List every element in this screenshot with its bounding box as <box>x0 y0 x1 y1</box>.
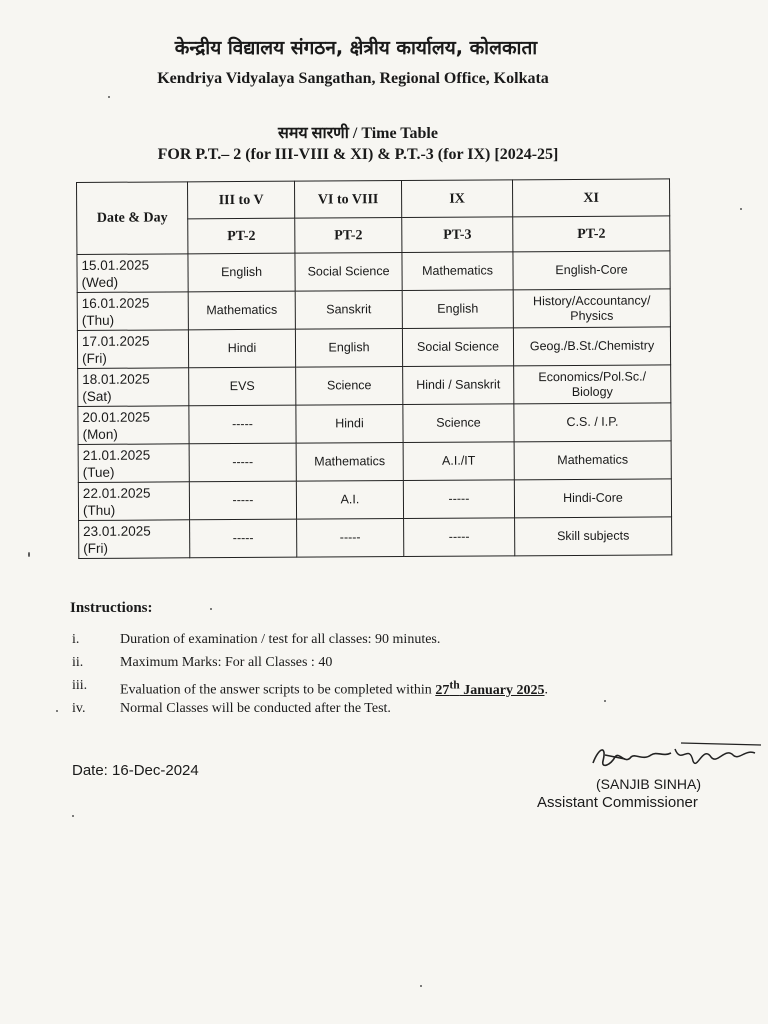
item-number: iii. <box>72 678 88 693</box>
english-title: Kendriya Vidyalaya Sangathan, Regional Office, Kolkata <box>157 70 549 87</box>
signature-scribble <box>585 735 765 780</box>
table-cell: Social Science <box>402 328 513 367</box>
table-cell: C.S. / I.P. <box>514 403 671 442</box>
signatory-designation: Assistant Commissioner <box>537 794 698 811</box>
item-number: i. <box>72 632 80 647</box>
date-text: 23.01.2025 <box>83 523 151 539</box>
date-text: 17.01.2025 <box>81 333 150 349</box>
list-item <box>72 701 672 724</box>
evaluation-deadline <box>435 678 545 698</box>
list-item <box>72 632 672 655</box>
table-row <box>78 403 671 445</box>
table-cell: A.I. <box>296 481 403 520</box>
day-text: (Wed) <box>81 274 119 290</box>
item-number: ii. <box>72 655 84 670</box>
sub-column-header: PT-3 <box>402 217 513 253</box>
item-text-end: . <box>544 682 548 698</box>
table-row <box>78 365 671 407</box>
table-row <box>77 289 670 331</box>
date-cell <box>77 292 188 331</box>
day-text: (Thu) <box>81 312 115 328</box>
day-text: (Thu) <box>82 502 116 518</box>
paper-speck <box>28 552 30 557</box>
paper-speck <box>420 985 422 987</box>
date-cell <box>78 482 189 521</box>
date-cell <box>78 444 189 483</box>
signatory-name: (SANJIB SINHA) <box>596 776 702 792</box>
table-cell: Hindi <box>296 405 403 444</box>
deadline-month-year: January 2025 <box>459 682 545 698</box>
column-header: IX <box>401 180 512 218</box>
table-cell: ----- <box>189 481 296 520</box>
table-cell: English <box>188 253 295 292</box>
table-cell: ----- <box>190 519 297 558</box>
day-text: (Fri) <box>82 350 107 366</box>
item-text: Normal Classes will be conducted after the Test. <box>120 701 391 716</box>
date-text: 21.01.2025 <box>82 447 151 463</box>
deadline-suffix: th <box>449 678 460 691</box>
item-text-lead: Evaluation of the answer scripts to be completed within <box>120 682 436 698</box>
table-cell: EVS <box>189 367 296 406</box>
table-cell: ----- <box>403 480 514 519</box>
table-cell: Skill subjects <box>515 517 672 556</box>
table-cell: Mathematics <box>402 252 513 291</box>
timetable-table <box>76 178 672 559</box>
paper-speck <box>604 700 606 702</box>
table-cell: ----- <box>297 519 404 558</box>
date-cell <box>79 520 190 559</box>
date-text: 22.01.2025 <box>82 485 151 501</box>
table-cell: Hindi <box>188 329 295 368</box>
column-header: III to V <box>188 181 295 219</box>
date-text: 18.01.2025 <box>82 371 150 387</box>
table-row <box>77 251 670 293</box>
hindi-title: केन्द्रीय विद्यालय संगठन, क्षेत्रीय कार्यालय, कोलकाता <box>174 37 538 59</box>
table-cell: English-Core <box>513 251 670 290</box>
sub-column-header: PT-2 <box>513 216 670 252</box>
day-text: (Tue) <box>82 464 115 480</box>
table-cell: English <box>402 290 513 329</box>
timetable-wrapper <box>76 178 672 559</box>
list-item <box>72 678 672 701</box>
column-header: VI to VIII <box>294 181 401 219</box>
item-number: iv. <box>72 701 86 716</box>
table-header-row <box>77 179 670 220</box>
table-cell: History/Accountancy/ Physics <box>513 289 670 328</box>
item-text: Duration of examination / test for all classes: 90 minutes. <box>120 632 441 647</box>
paper-speck <box>108 96 110 98</box>
day-text: (Mon) <box>82 426 118 442</box>
item-text: Maximum Marks: For all Classes : 40 <box>120 655 333 670</box>
timetable-title: समय सारणी / Time Table <box>278 125 438 142</box>
table-cell: A.I./IT <box>403 442 514 481</box>
instructions-heading: Instructions: <box>70 600 153 616</box>
table-cell: Hindi / Sanskrit <box>403 366 514 405</box>
day-text: (Sat) <box>82 388 112 404</box>
table-cell: Science <box>403 404 514 443</box>
column-header: XI <box>512 179 669 217</box>
table-body <box>77 251 672 559</box>
paper-speck <box>740 208 742 210</box>
table-cell: ----- <box>189 405 296 444</box>
table-row <box>78 479 671 521</box>
table-cell: Mathematics <box>296 443 403 482</box>
table-cell: Economics/Pol.Sc./ Biology <box>514 365 671 404</box>
sub-column-header: PT-2 <box>295 218 402 254</box>
paper-speck <box>72 815 74 817</box>
deadline-day: 27 <box>435 682 450 698</box>
date-cell <box>77 254 188 293</box>
date-cell <box>78 406 189 445</box>
sub-column-header: PT-2 <box>188 218 295 254</box>
table-cell: Science <box>296 367 403 406</box>
timetable-subtitle: FOR P.T.– 2 (for III-VIII & XI) & P.T.-3 (for IX) [2024-25] <box>157 146 559 163</box>
table-cell: ----- <box>189 443 296 482</box>
table-row <box>77 327 670 369</box>
date-day-header: Date & Day <box>77 182 188 255</box>
table-cell: ----- <box>404 518 515 557</box>
date-cell <box>77 330 188 369</box>
instructions-list <box>72 632 672 724</box>
list-item <box>72 655 672 678</box>
issue-date: Date: 16-Dec-2024 <box>72 762 199 779</box>
day-text: (Fri) <box>83 540 109 556</box>
table-cell: Mathematics <box>514 441 671 480</box>
table-row <box>79 517 672 559</box>
date-cell <box>78 368 189 407</box>
table-cell: Sanskrit <box>295 291 402 330</box>
date-text: 20.01.2025 <box>82 409 151 425</box>
table-row <box>78 441 671 483</box>
table-cell: Mathematics <box>188 291 295 330</box>
item-text <box>120 678 548 699</box>
paper-speck <box>210 608 212 610</box>
date-text: 15.01.2025 <box>81 257 150 273</box>
table-cell: English <box>295 329 402 368</box>
date-text: 16.01.2025 <box>81 295 150 311</box>
paper-speck <box>56 710 58 712</box>
table-cell: Hindi-Core <box>514 479 671 518</box>
table-cell: Social Science <box>295 253 402 292</box>
table-cell: Geog./B.St./Chemistry <box>513 327 670 366</box>
